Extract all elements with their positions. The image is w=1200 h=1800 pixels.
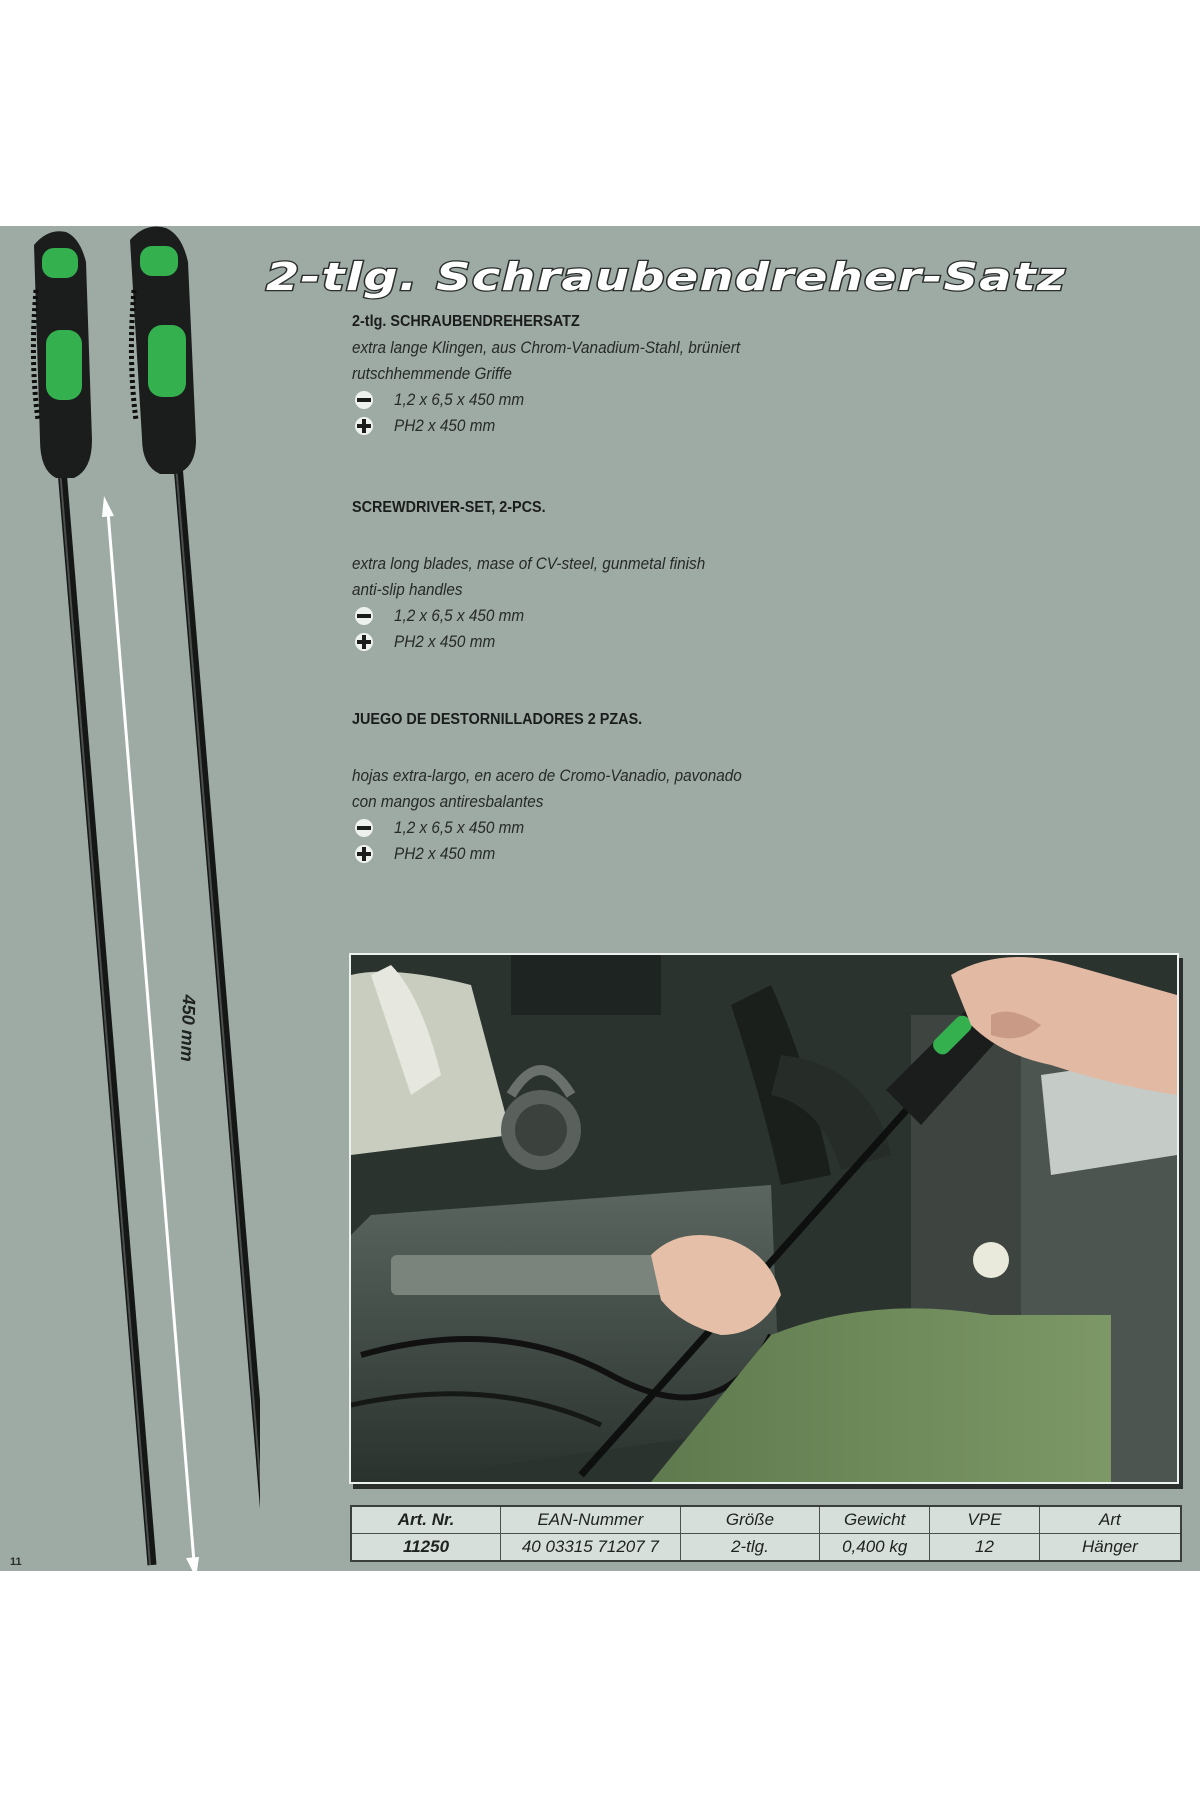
- section-heading: 2-tlg. SCHRAUBENDREHERSATZ: [352, 313, 580, 330]
- section-line: rutschhemmende Griffe: [352, 364, 512, 383]
- header-vpe: VPE: [930, 1506, 1040, 1534]
- svg-text:2-tlg. Schraubendreher-Satz: 2-tlg. Schraubendreher-Satz: [266, 255, 1066, 299]
- table-row: [351, 1534, 1181, 1562]
- page-number: 11: [10, 1556, 22, 1568]
- minus-icon: [354, 390, 374, 410]
- phillips-screwdriver-handle: [130, 227, 196, 475]
- section-line: con mangos antiresbalantes: [352, 792, 544, 811]
- cell-weight: 0,400 kg: [820, 1534, 930, 1562]
- table-header-row: [351, 1506, 1181, 1534]
- section-line: anti-slip handles: [352, 580, 463, 599]
- cell-type: Hänger: [1039, 1534, 1181, 1562]
- section-heading: SCREWDRIVER-SET, 2-PCS.: [352, 499, 546, 516]
- slotted-screwdriver-blade: [62, 470, 152, 1565]
- section-line: extra lange Klingen, aus Chrom-Vanadium-Stahl, brüniert: [352, 338, 741, 357]
- section-german: [352, 313, 1072, 439]
- spec-row: [352, 413, 1072, 439]
- spec-row: [352, 629, 1072, 655]
- spec-row: [352, 841, 1072, 867]
- spec-value: 1,2 x 6,5 x 450 mm: [394, 606, 525, 625]
- spec-value: PH2 x 450 mm: [394, 632, 496, 651]
- cell-art-nr: 11250: [351, 1534, 501, 1562]
- engine-bay-image: [351, 955, 1177, 1482]
- header-type: Art: [1039, 1506, 1181, 1534]
- usage-photo: [349, 953, 1179, 1484]
- minus-icon: [354, 818, 374, 838]
- svg-text:450 mm: 450 mm: [176, 994, 200, 1063]
- dimension-label: [162, 978, 202, 1078]
- spec-value: 1,2 x 6,5 x 450 mm: [394, 390, 525, 409]
- article-table: [350, 1505, 1182, 1562]
- header-ean: EAN-Nummer: [501, 1506, 681, 1534]
- section-line: hojas extra-largo, en acero de Cromo-Vanadio, pavonado: [352, 766, 742, 785]
- cell-ean: 40 03315 71207 7: [501, 1534, 681, 1562]
- spec-row: [352, 815, 1072, 841]
- header-size: Größe: [680, 1506, 820, 1534]
- section-heading: JUEGO DE DESTORNILLADORES 2 PZAS.: [352, 711, 643, 728]
- header-weight: Gewicht: [820, 1506, 930, 1534]
- minus-icon: [354, 606, 374, 626]
- spec-value: 1,2 x 6,5 x 450 mm: [394, 818, 525, 837]
- plus-icon: [354, 844, 374, 864]
- section-english: [352, 499, 1072, 655]
- header-art-nr: Art. Nr.: [351, 1506, 501, 1534]
- cell-vpe: 12: [930, 1534, 1040, 1562]
- spec-row: [352, 603, 1072, 629]
- spec-row: [352, 387, 1072, 413]
- screwdriver-illustration: [0, 0, 260, 1580]
- slotted-screwdriver-handle: [33, 231, 92, 478]
- plus-icon: [354, 416, 374, 436]
- cell-size: 2-tlg.: [680, 1534, 820, 1562]
- plus-icon: [354, 632, 374, 652]
- section-spanish: [352, 711, 1072, 867]
- spec-value: PH2 x 450 mm: [394, 844, 496, 863]
- section-line: extra long blades, mase of CV-steel, gunmetal finish: [352, 554, 706, 573]
- page-title: [262, 252, 1112, 302]
- spec-value: PH2 x 450 mm: [394, 416, 496, 435]
